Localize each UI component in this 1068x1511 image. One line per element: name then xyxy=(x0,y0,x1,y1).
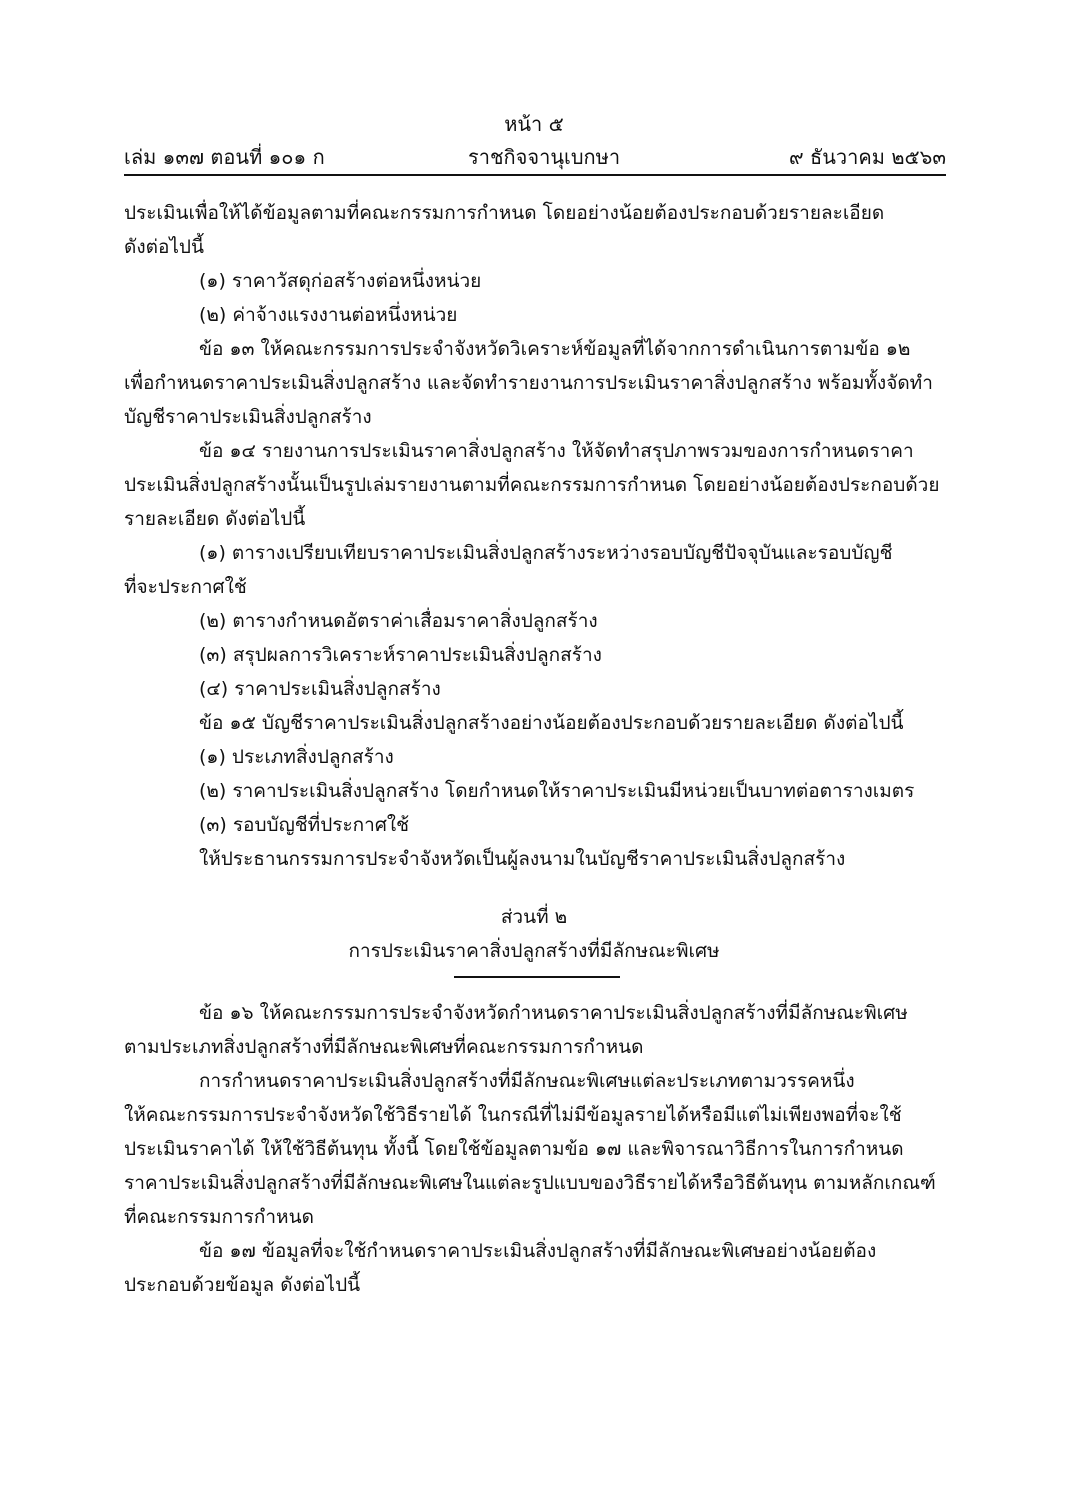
paragraph-line: ให้คณะกรรมการประจำจังหวัดใช้วิธีรายได้ ในกรณีที่ไม่มีข้อมูลรายได้หรือมีแต่ไม่เพียงพอที่จะใช้ xyxy=(124,1104,902,1126)
list-item: (๓) สรุปผลการวิเคราะห์ราคาประเมินสิ่งปลูกสร้าง xyxy=(199,644,602,666)
clause-17-line: ข้อ ๑๗ ข้อมูลที่จะใช้กำหนดราคาประเมินสิ่งปลูกสร้างที่มีลักษณะพิเศษอย่างน้อยต้อง xyxy=(199,1240,877,1262)
paragraph-line: รายละเอียด ดังต่อไปนี้ xyxy=(124,508,306,530)
paragraph-line: ที่คณะกรรมการกำหนด xyxy=(124,1206,314,1228)
paragraph-line: ตามประเภทสิ่งปลูกสร้างที่มีลักษณะพิเศษที่คณะกรรมการกำหนด xyxy=(124,1036,644,1058)
header-divider xyxy=(124,174,946,176)
paragraph-line: ประเมินราคาได้ ให้ใช้วิธีต้นทุน ทั้งนี้ โดยใช้ข้อมูลตามข้อ ๑๗ และพิจารณาวิธีการในการกำหนด xyxy=(124,1138,904,1160)
clause-14-line: ข้อ ๑๔ รายงานการประเมินราคาสิ่งปลูกสร้าง ให้จัดทำสรุปภาพรวมของการกำหนดราคา xyxy=(199,440,914,462)
list-item: (๒) ค่าจ้างแรงงานต่อหนึ่งหน่วย xyxy=(199,304,458,326)
list-item: (๓) รอบบัญชีที่ประกาศใช้ xyxy=(199,814,410,836)
clause-13-line: ข้อ ๑๓ ให้คณะกรรมการประจำจังหวัดวิเคราะห์ข้อมูลที่ได้จากการดำเนินการตามข้อ ๑๒ xyxy=(199,338,911,360)
section-title: การประเมินราคาสิ่งปลูกสร้างที่มีลักษณะพิเศษ xyxy=(348,940,720,962)
volume-issue: เล่ม ๑๓๗ ตอนที่ ๑๐๑ ก xyxy=(124,145,325,169)
list-item: (๑) ตารางเปรียบเทียบราคาประเมินสิ่งปลูกสร้างระหว่างรอบบัญชีปัจจุบันและรอบบัญชี xyxy=(199,542,893,564)
paragraph-line: ประเมินเพื่อให้ได้ข้อมูลตามที่คณะกรรมการกำหนด โดยอย่างน้อยต้องประกอบด้วยรายละเอียด xyxy=(124,202,885,224)
paragraph-line: ที่จะประกาศใช้ xyxy=(124,576,247,598)
publication-date: ๙ ธันวาคม ๒๕๖๓ xyxy=(789,145,946,169)
list-item: (๔) ราคาประเมินสิ่งปลูกสร้าง xyxy=(199,678,441,700)
list-item: (๑) ประเภทสิ่งปลูกสร้าง xyxy=(199,746,394,768)
paragraph-line: บัญชีราคาประเมินสิ่งปลูกสร้าง xyxy=(124,406,372,428)
section-divider xyxy=(454,976,620,978)
clause-16-line: ข้อ ๑๖ ให้คณะกรรมการประจำจังหวัดกำหนดราคาประเมินสิ่งปลูกสร้างที่มีลักษณะพิเศษ xyxy=(199,1002,908,1024)
clause-15-line: ข้อ ๑๕ บัญชีราคาประเมินสิ่งปลูกสร้างอย่างน้อยต้องประกอบด้วยรายละเอียด ดังต่อไปนี้ xyxy=(199,712,904,734)
list-item: (๒) ตารางกำหนดอัตราค่าเสื่อมราคาสิ่งปลูกสร้าง xyxy=(199,610,598,632)
paragraph-line: ประเมินสิ่งปลูกสร้างนั้นเป็นรูปเล่มรายงานตามที่คณะกรรมการกำหนด โดยอย่างน้อยต้องประกอบด้วย xyxy=(124,474,940,496)
section-heading xyxy=(0,900,1068,968)
list-item: (๑) ราคาวัสดุก่อสร้างต่อหนึ่งหน่วย xyxy=(199,270,482,292)
list-item: (๒) ราคาประเมินสิ่งปลูกสร้าง โดยกำหนดให้ราคาประเมินมีหน่วยเป็นบาทต่อตารางเมตร xyxy=(199,780,915,802)
publication-name: ราชกิจจานุเบกษา xyxy=(468,145,621,169)
section-number: ส่วนที่ ๒ xyxy=(500,906,568,928)
gazette-header xyxy=(124,142,946,172)
body-section-2 xyxy=(124,996,946,1302)
paragraph-line: เพื่อกำหนดราคาประเมินสิ่งปลูกสร้าง และจัดทำรายงานการประเมินราคาสิ่งปลูกสร้าง พร้อมทั้งจัดทำ xyxy=(124,372,933,394)
body-section-1 xyxy=(124,196,946,876)
paragraph-line: ให้ประธานกรรมการประจำจังหวัดเป็นผู้ลงนามในบัญชีราคาประเมินสิ่งปลูกสร้าง xyxy=(199,848,846,870)
paragraph-line: การกำหนดราคาประเมินสิ่งปลูกสร้างที่มีลักษณะพิเศษแต่ละประเภทตามวรรคหนึ่ง xyxy=(199,1070,855,1092)
page-number: หน้า ๕ xyxy=(504,112,564,136)
paragraph-line: ราคาประเมินสิ่งปลูกสร้างที่มีลักษณะพิเศษในแต่ละรูปแบบของวิธีรายได้หรือวิธีต้นทุน ตามหลักเกณฑ์ xyxy=(124,1172,936,1194)
paragraph-line: ประกอบด้วยข้อมูล ดังต่อไปนี้ xyxy=(124,1274,361,1296)
paragraph-line: ดังต่อไปนี้ xyxy=(124,236,204,258)
